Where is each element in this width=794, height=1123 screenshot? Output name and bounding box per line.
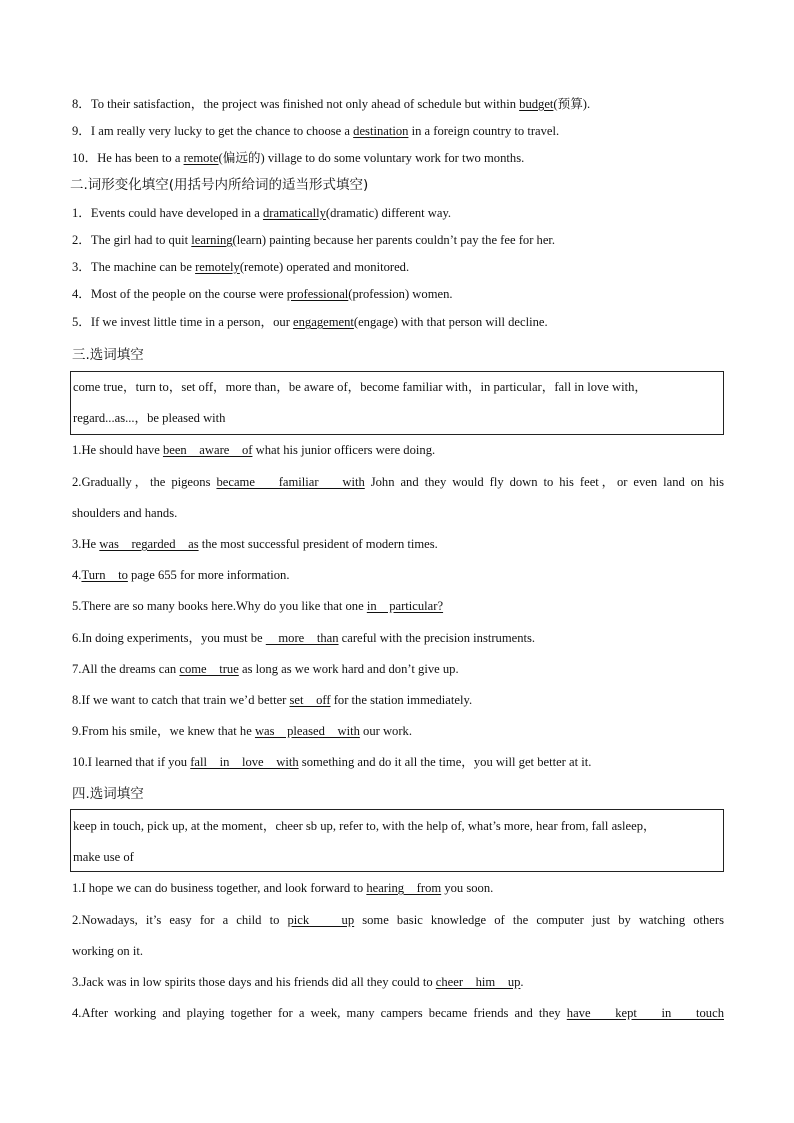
exercise-line: 9.From his smile，we knew that he was pleased with our work. [72, 724, 412, 738]
exercise-line: 4.After working and playing together for a week, many campers became friends and they have kept in touch [72, 1006, 724, 1020]
answer: became familiar with [216, 475, 365, 489]
answer: learning [191, 233, 233, 247]
answer: remote [183, 151, 219, 165]
word-bank-box [70, 371, 724, 435]
exercise-line: 1．Events could have developed in a dramatically(dramatic) different way. [72, 206, 452, 220]
answer: come true [179, 662, 239, 676]
exercise-line: 10.I learned that if you fall in love with something and do it all the time，you will get better at it. [72, 755, 592, 769]
section-heading: 二.词形变化填空(用括号内所给词的适当形式填空) [70, 177, 369, 193]
answer: budget [519, 97, 554, 111]
word-bank-line: make use of [73, 850, 134, 864]
answer: was regarded as [99, 537, 199, 551]
answer: dramatically [262, 206, 326, 220]
exercise-line: 8．To their satisfaction，the project was finished not only ahead of schedule but within budget(预算). [72, 97, 591, 111]
exercise-line: 1.I hope we can do business together, and look forward to hearing from you soon. [72, 881, 494, 895]
exercise-line: 6.In doing experiments，you must be more than careful with the precision instruments. [72, 631, 536, 645]
exercise-line: 9．I am really very lucky to get the chance to choose a destination in a foreign country to travel. [72, 124, 560, 138]
exercise-line: 5．If we invest little time in a person，our engagement(engage) with that person will decline. [72, 315, 548, 329]
word-bank-line: keep in touch, pick up, at the moment，cheer sb up, refer to, with the help of, what’s more, hear from, fall asleep， [73, 819, 656, 833]
exercise-line: 3.Jack was in low spirits those days and his friends did all they could to cheer him up. [72, 975, 524, 989]
exercise-line: 10．He has been to a remote(偏远的) village to do some voluntary work for two months. [72, 151, 525, 165]
answer: have kept in touch [566, 1006, 724, 1020]
exercise-line: 2．The girl had to quit learning(learn) painting because her parents couldn’t pay the fee for her. [72, 233, 556, 247]
answer: in particular? [366, 599, 444, 613]
exercise-line: 4．Most of the people on the course were professional(profession) women. [72, 287, 453, 301]
answer: remotely [195, 260, 240, 274]
exercise-line: 2.Nowadays, it’s easy for a child to pick up some basic knowledge of the computer just by watching others [72, 913, 724, 927]
exercise-line: 4.Turn to page 655 for more information. [72, 568, 290, 582]
section-heading: 四.选词填空 [72, 786, 144, 802]
word-bank-box [70, 809, 724, 872]
word-bank-line: regard...as...，be pleased with [73, 411, 226, 425]
answer: was pleased with [254, 724, 360, 738]
exercise-line: 2.Gradually，the pigeons became familiar with John and they would fly down to his feet，or even land on his [72, 475, 725, 489]
answer: hearing from [366, 881, 442, 895]
answer: pick up [287, 913, 355, 927]
answer: destination [353, 124, 409, 138]
exercise-line: 5.There are so many books here.Why do you like that one in particular? [72, 599, 444, 613]
word-bank-line: come true，turn to，set off，more than，be aware of，become familiar with，in particular，fall in love with， [73, 380, 648, 394]
exercise-line: 7.All the dreams can come true as long as we work hard and don’t give up. [72, 662, 459, 676]
exercise-line: 1.He should have been aware of what his junior officers were doing. [72, 443, 436, 457]
exercise-line-continued: shoulders and hands. [72, 506, 178, 520]
answer: fall in love with [190, 755, 299, 769]
answer: Turn to [81, 568, 128, 582]
answer: set off [289, 693, 331, 707]
answer: been aware of [162, 443, 253, 457]
section-heading: 三.选词填空 [72, 347, 144, 363]
answer: cheer him up [435, 975, 521, 989]
answer: more than [265, 631, 339, 645]
exercise-line: 8.If we want to catch that train we’d better set off for the station immediately. [72, 693, 473, 707]
exercise-line: 3．The machine can be remotely(remote) operated and monitored. [72, 260, 410, 274]
answer: professional [286, 287, 349, 301]
exercise-line: 3.He was regarded as the most successful president of modern times. [72, 537, 438, 551]
answer: engagement [293, 315, 354, 329]
exercise-line-continued: working on it. [72, 944, 144, 958]
